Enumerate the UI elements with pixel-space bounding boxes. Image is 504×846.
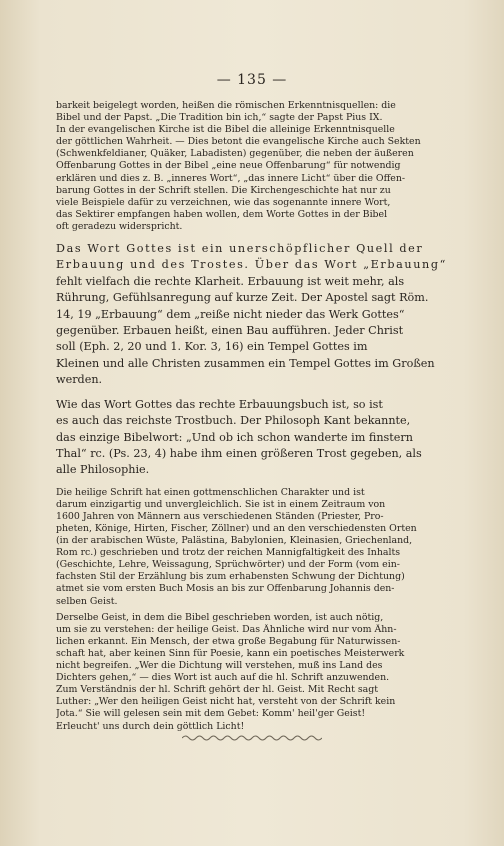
text-line: das Sektirer empfangen haben wollen, dem Worte Gottes in der Bibel (56, 208, 388, 220)
text-line: Rührung, Gefühlsanregung auf kurze Zeit. Der Apostel sagt Röm. (56, 291, 429, 305)
text-line: oft geradezu widerspricht. (56, 220, 183, 232)
text-line: atmet sie vom ersten Buch Mosis an bis zur Offenbarung Johannis den- (56, 583, 395, 595)
text-line: fehlt vielfach die rechte Klarheit. Erbauung ist weit mehr, als (56, 274, 405, 288)
text-line: Thal“ rc. (Ps. 23, 4) habe ihm einen größeren Trost gegeben, als (56, 446, 422, 460)
text-line: Jota.“ Sie will gelesen sein mit dem Gebet: Komm' heil'ger Geist! (56, 708, 366, 720)
text-line: werden. (56, 373, 103, 387)
text-line: Luther: „Wer den heiligen Geist nicht hat, versteht von der Schrift kein (56, 696, 396, 708)
text-line: Erleucht' uns durch dein göttlich Licht! (56, 720, 245, 732)
text-line: nicht begreifen. „Wer die Dichtung will verstehen, muß ins Land des (56, 660, 383, 672)
text-line: barung Gottes in der Schrift stellen. Die Kirchengeschichte hat nur zu (56, 184, 391, 196)
text-line: fachsten Stil der Erzählung bis zum erhabensten Schwung der Dichtung) (56, 571, 405, 583)
page-number: — 135 — (216, 72, 288, 88)
page-body (56, 100, 448, 733)
text-line: alle Philosophie. (56, 463, 150, 477)
text-line: Wie das Wort Gottes das rechte Erbauungsbuch ist, so ist (56, 397, 383, 411)
text-line: soll (Eph. 2, 20 und 1. Kor. 3, 16) ein Tempel Gottes im (56, 340, 368, 354)
text-line: lichen erkannt. Ein Mensch, der etwa große Begabung für Naturwissen- (56, 635, 401, 647)
wavy-line-ornament (182, 734, 322, 742)
paragraph-holy-spirit-understanding (56, 612, 448, 733)
paragraph-sources-of-knowledge (56, 100, 448, 233)
text-line: pheten, Könige, Hirten, Fischer, Zöllner) und an den verschiedensten Orten (56, 523, 417, 534)
text-line: darum einzigartig und unvergleichlich. Sie ist in einem Zeitraum von (56, 498, 386, 510)
text-line: (Geschichte, Lehre, Weissagung, Sprüchwörter) und der Form (vom ein- (56, 559, 400, 571)
text-line: gegenüber. Erbauen heißt, einen Bau aufführen. Jeder Christ (56, 324, 404, 338)
text-line: Offenbarung Gottes in der Bibel „eine neue Offenbarung“ für notwendig (56, 160, 401, 172)
text-line: 1600 Jahren von Männern aus verschiedenen Ständen (Priester, Pro- (56, 510, 384, 522)
text-line: selben Geist. (56, 595, 118, 607)
text-line: (in der arabischen Wüste, Palästina, Babylonien, Kleinasien, Griechenland, (56, 535, 413, 547)
text-line: Kleinen und alle Christen zusammen ein Tempel Gottes im Großen (56, 356, 435, 370)
paragraph-consolation (56, 397, 448, 479)
text-line: das einzige Bibelwort: „Und ob ich schon wanderte im finstern (56, 430, 413, 444)
text-line: (Schwenkfeldianer, Quäker, Labadisten) gegenüber, die neben der äußeren (56, 148, 414, 160)
text-line: es auch das reichste Trostbuch. Der Philosoph Kant bekannte, (56, 414, 411, 428)
paragraph-edification (56, 241, 448, 389)
text-line: erklären und dies z. B. „inneres Wort“, „das innere Licht“ über die Offen- (56, 172, 406, 184)
text-line: um sie zu verstehen: der heilige Geist. Das Ähnliche wird nur vom Ähn- (56, 623, 397, 635)
text-line: In der evangelischen Kirche ist die Bibel die alleinige Erkenntnisquelle (56, 124, 395, 136)
text-line: viele Beispiele dafür zu verzeichnen, wie das sogenannte innere Wort, (56, 196, 391, 208)
text-line: 14, 19 „Erbauung“ dem „reiße nicht nieder das Werk Gottes“ (56, 307, 405, 321)
text-line: Derselbe Geist, in dem die Bibel geschrieben worden, ist auch nötig, (56, 611, 384, 623)
text-line: Die heilige Schrift hat einen gottmenschlichen Charakter und ist (56, 486, 365, 498)
text-line: der göttlichen Wahrheit. — Dies betont die evangelische Kirche auch Sekten (56, 136, 421, 148)
text-line: barkeit beigelegt worden, heißen die römischen Erkenntnisquellen: die (56, 100, 396, 111)
paragraph-divine-human-character (56, 487, 448, 608)
text-line: schaft hat, aber keinen Sinn für Poesie, kann ein poetisches Meisterwerk (56, 647, 405, 659)
text-line: Erbauung und des Trostes. Über das Wort „Erbauung“ (56, 258, 447, 272)
text-line: Rom rc.) geschrieben und trotz der reichen Mannigfaltigkeit des Inhalts (56, 547, 401, 559)
text-line: Das Wort Gottes ist ein unerschöpflicher Quell der (56, 242, 424, 256)
text-line: Bibel und der Papst. „Die Tradition bin ich,“ sagte der Papst Pius IX. (56, 112, 383, 124)
text-line: Dichters gehen,“ — dies Wort ist auch auf die hl. Schrift anzuwenden. (56, 672, 390, 684)
text-line: Zum Verständnis der hl. Schrift gehört der hl. Geist. Mit Recht sagt (56, 684, 379, 696)
